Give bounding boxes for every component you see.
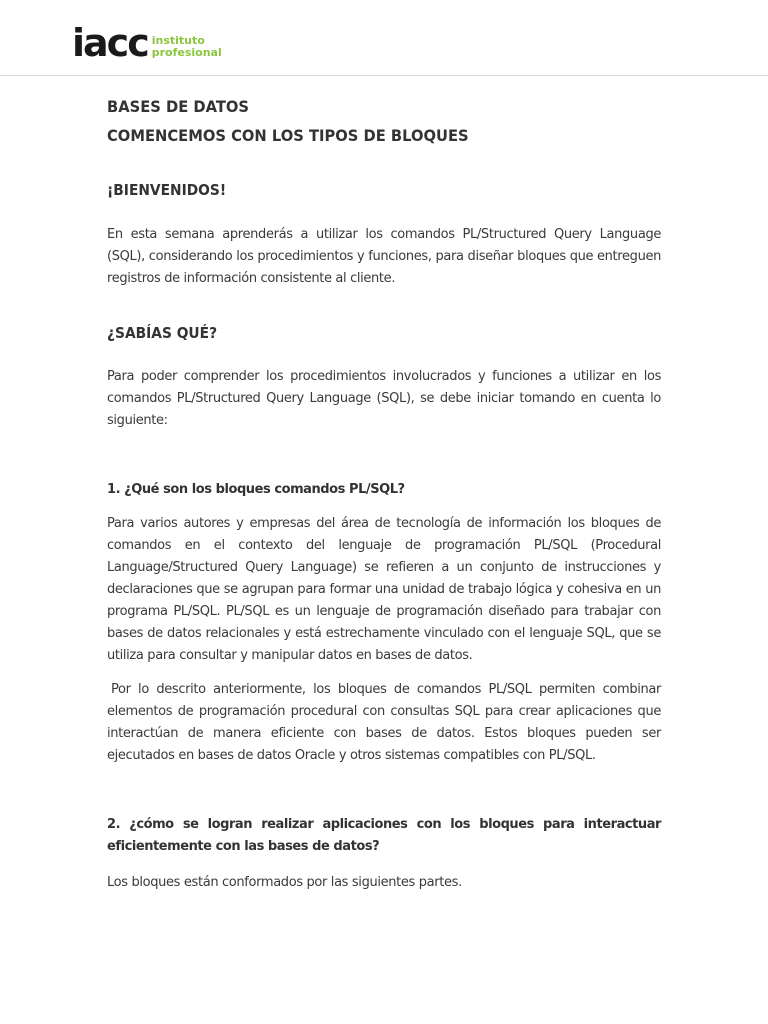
logo-mark: iacc — [72, 21, 148, 65]
didyouknow-paragraph: Para poder comprender los procedimientos involucrados y funciones a utilizar en los comandos PL/Structured Query Language (SQL), se debe iniciar tomando en cuenta lo siguiente: — [107, 369, 661, 428]
question-2-heading: 2. ¿cómo se logran realizar aplicaciones con los bloques para interactuar eficientemente con las bases de datos? — [107, 817, 661, 854]
question-1-paragraph-2: Por lo descrito anteriormente, los bloques de comandos PL/SQL permiten combinar elementos de programación procedural con consultas SQL para crear aplicaciones que interactúan de manera eficiente con bases de datos. Estos bloques pueden ser ejecutados en bases de datos Oracle y otros sistemas compatibles con PL/SQL. — [107, 682, 661, 763]
didyouknow-heading: ¿SABÍAS QUÉ? — [107, 324, 218, 342]
logo-line-instituto: instituto — [151, 34, 205, 47]
doc-title-line2: COMENCEMOS CON LOS TIPOS DE BLOQUES — [107, 126, 469, 145]
welcome-heading: ¡BIENVENIDOS! — [107, 181, 227, 199]
page-header — [0, 0, 768, 76]
doc-title-line1: BASES DE DATOS — [107, 97, 250, 116]
question-2-paragraph: Los bloques están conformados por las siguientes partes. — [107, 875, 462, 890]
logo-line-profesional: profesional — [151, 46, 222, 59]
question-1-paragraph-1: Para varios autores y empresas del área de tecnología de información los bloques de comandos en el contexto del lenguaje de programación PL/SQL (Procedural Language/Structured Query Language) se refieren a un conjunto de instrucciones y declaraciones que se agrupan para formar una unidad de trabajo lógica y cohesiva en un programa PL/SQL. PL/SQL es un lenguaje de programación diseñado para trabajar con bases de datos relacionales y está estrechamente vinculado con el lenguaje SQL, que se utiliza para consultar y manipular datos en bases de datos. — [107, 516, 661, 663]
document-body — [107, 92, 661, 894]
logo-wordmark — [152, 27, 222, 59]
question-1-heading: 1. ¿Qué son los bloques comandos PL/SQL? — [107, 482, 405, 497]
welcome-paragraph: En esta semana aprenderás a utilizar los comandos PL/Structured Query Language (SQL), considerando los procedimientos y funciones, para diseñar bloques que entreguen registros de información consistente al cliente. — [107, 227, 661, 286]
iacc-logo — [72, 22, 222, 64]
